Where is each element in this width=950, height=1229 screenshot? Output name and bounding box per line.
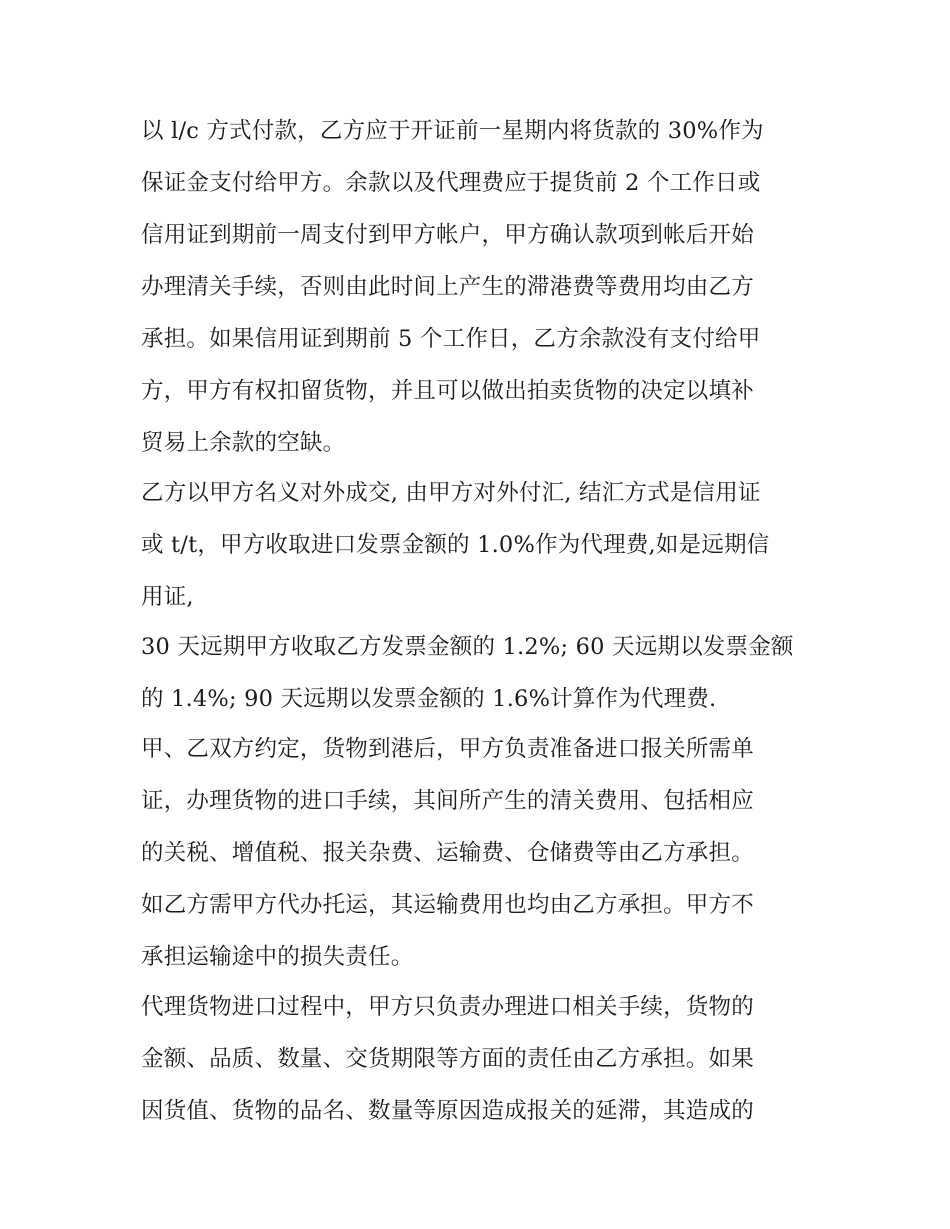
paragraph-payment-terms xyxy=(141,112,821,462)
text-line: 信用证到期前一周支付到甲方帐户，甲方确认款项到帐后开始 xyxy=(141,222,754,248)
paragraph-deferred-rates xyxy=(141,628,821,718)
text-line: 甲、乙双方约定，货物到港后，甲方负责准备进口报关所需单 xyxy=(141,736,754,762)
text-line: 承担。如果信用证到期前 5 个工作日，乙方余款没有支付给甲 xyxy=(141,326,761,352)
text-line: 如乙方需甲方代办托运，其运输费用也均由乙方承担。甲方不 xyxy=(141,892,754,918)
text-line: 乙方以甲方名义对外成交, 由甲方对外付汇, 结汇方式是信用证 xyxy=(141,480,761,506)
text-line: 方，甲方有权扣留货物，并且可以做出拍卖货物的决定以填补 xyxy=(141,378,754,404)
text-line: 证，办理货物的进口手续，其间所产生的清关费用、包括相应 xyxy=(141,788,754,814)
text-line: 用证, xyxy=(141,584,194,610)
text-line: 以 l/c 方式付款，乙方应于开证前一星期内将货款的 30%作为 xyxy=(141,118,764,144)
text-line: 代理货物进口过程中，甲方只负责办理进口相关手续，货物的 xyxy=(141,994,754,1020)
text-line: 贸易上余款的空缺。 xyxy=(141,430,346,456)
document-page xyxy=(141,112,821,1142)
text-line: 承担运输途中的损失责任。 xyxy=(141,944,414,970)
text-line: 的关税、增值税、报关杂费、运输费、仓储费等由乙方承担。 xyxy=(141,840,754,866)
text-line: 30 天远期甲方收取乙方发票金额的 1.2%; 60 天远期以发票金额 xyxy=(141,634,794,660)
text-line: 办理清关手续，否则由此时间上产生的滞港费等费用均由乙方 xyxy=(141,274,754,300)
text-line: 因货值、货物的品名、数量等原因造成报关的延滞，其造成的 xyxy=(141,1098,754,1124)
text-line: 保证金支付给甲方。余款以及代理费应于提货前 2 个工作日或 xyxy=(141,170,761,196)
paragraph-agency-fee xyxy=(141,474,821,616)
text-line: 的 1.4%; 90 天远期以发票金额的 1.6%计算作为代理费. xyxy=(141,686,717,712)
paragraph-import-responsibility xyxy=(141,988,821,1130)
text-line: 金额、品质、数量、交货期限等方面的责任由乙方承担。如果 xyxy=(141,1046,754,1072)
paragraph-customs-clearance xyxy=(141,730,821,976)
text-line: 或 t/t，甲方收取进口发票金额的 1.0%作为代理费,如是远期信 xyxy=(141,532,770,558)
